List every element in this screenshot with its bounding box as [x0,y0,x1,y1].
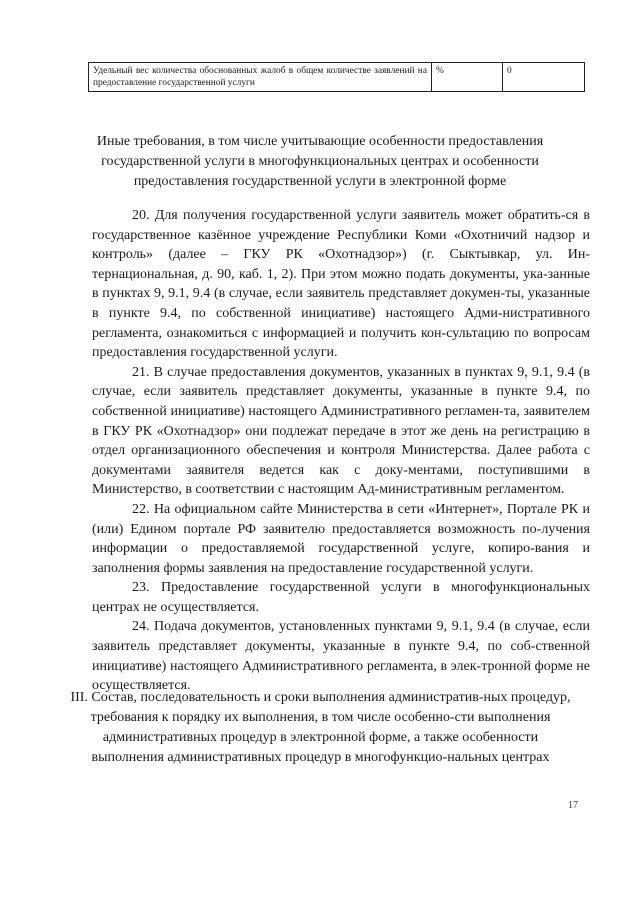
unit-cell: % [432,63,503,92]
document-body [92,206,590,696]
paragraph-21: 21. В случае предоставления документов, указанных в пунктах 9, 9.1, 9.4 (в случае, если заявитель представляет документы, указанные в пункте 9.4, по собственной инициативе) настоящего Административного регламен-та, заявителем в ГКУ РК «Охотнадзор» они подлежат передаче в этот же день на регистрацию в отдел организационного обеспечения и контроля Министерства. Далее работа с документами заявителя ведется как с доку-ментами, поступившими в Министерство, в соответствии с настоящим Ад-министративным регламентом. [92,364,590,498]
paragraph-23: 23. Предоставление государственной услуги в многофункциональных центрах не осуществляется. [92,580,590,615]
value-cell: 0 [503,63,585,92]
indicator-name-cell: Удельный вес количества обоснованных жалоб в общем количестве заявлений на предоставление государственной услуги [89,63,432,92]
page-number: 17 [568,800,578,811]
section-heading-iii: III. Состав, последовательность и сроки выполнения административ-ных процедур, требования к порядку их выполнения, в том числе особенно-сти выполнения административных процедур в электронной форме, а также особенности выполнения административных процедур в многофункцио-нальных центрах [70,690,571,765]
paragraph-22: 22. На официальном сайте Министерства в сети «Интернет», Портале РК и (или) Едином портале РФ заявителю предоставляется возможность по-лучения информации о предоставляемой государственной услуге, копиро-вания и заполнения формы заявления на предоставление государственной услуги. [92,501,590,576]
paragraph-24: 24. Подача документов, установленных пунктами 9, 9.1, 9.4 (в случае, если заявитель представляет документы, указанные в пункте 9.4, по соб-ственной инициативе) настоящего Административного регламента, в элек-тронной форме не осуществляется. [92,619,590,694]
indicator-table [88,62,585,92]
section-heading-other-requirements: Иные требования, в том числе учитывающие особенности предоставления государственной услуги в многофункциональных центрах и особенности предоставления государственной услуги в электронной форме [96,134,544,189]
paragraph-20: 20. Для получения государственной услуги заявитель может обратить-ся в государственное казённое учреждение Республики Коми «Охотничий надзор и контроль» (далее – ГКУ РК «Охотнадзор») (г. Сыктывкар, ул. Ин-тернациональная, д. 90, каб. 1, 2). При этом можно подать документы, ука-занные в пунктах 9, 9.1, 9.4 (в случае, если заявитель представляет докумен-ты, указанные в пункте 9.4, по собственной инициативе) настоящего Адми-нистративного регламента, ознакомиться с информацией и получить кон-сультацию по вопросам предоставления государственной услуги. [92,208,590,361]
table-row [89,63,585,92]
